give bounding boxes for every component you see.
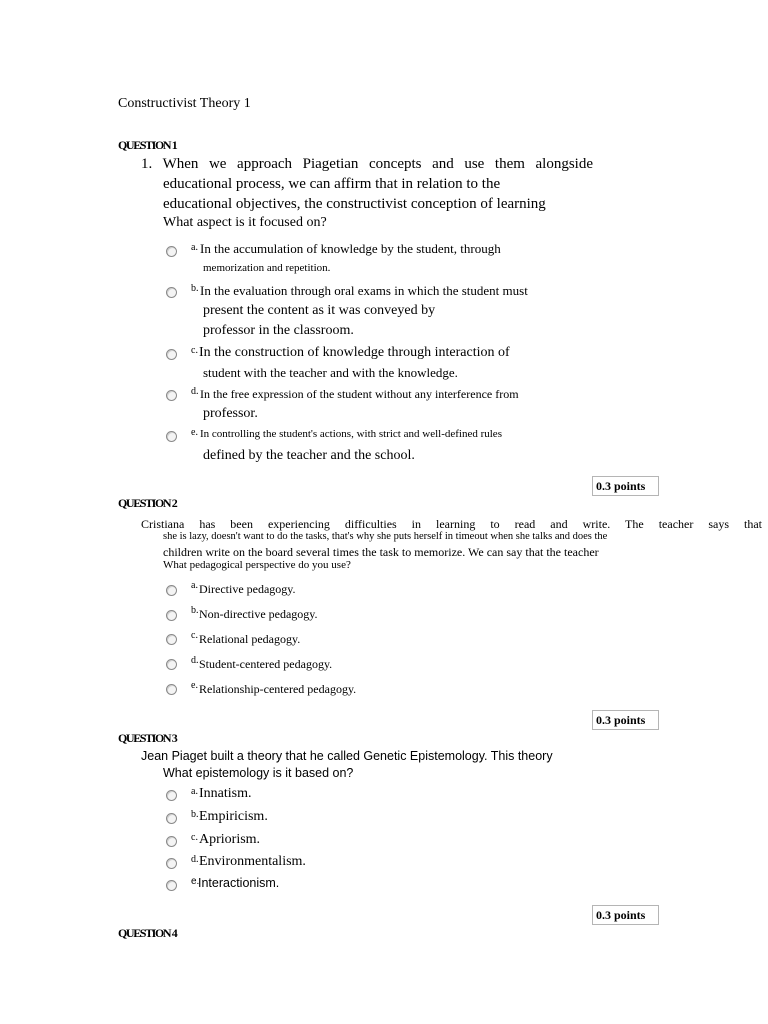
question-1-option-a-text[interactable]: In the accumulation of knowledge by the student, through <box>200 241 501 256</box>
question-1-points-badge: 0.3 points <box>592 476 659 496</box>
question-3-option-a-radio[interactable] <box>166 790 177 801</box>
question-1-option-a-radio[interactable] <box>166 246 177 257</box>
question-1-option-c-radio[interactable] <box>166 349 177 360</box>
question-2-text-line-4: What pedagogical perspective do you use? <box>163 559 351 571</box>
question-3-option-e-letter: e. <box>191 876 200 887</box>
question-1-option-e-text-line-2: defined by the teacher and the school. <box>203 448 415 463</box>
question-3-points-badge: 0.3 points <box>592 905 659 925</box>
question-2-option-c-text[interactable]: Relational pedagogy. <box>199 632 301 646</box>
question-1-option-d-text-line-2: professor. <box>203 406 258 421</box>
question-3-option-b-text[interactable]: Empiricism. <box>199 809 268 824</box>
question-2-label: QUESTION 2 <box>118 496 177 510</box>
question-2-option-a-radio[interactable] <box>166 585 177 596</box>
question-2-option-e-letter: e. <box>191 680 198 691</box>
question-3-option-a-text[interactable]: Innatism. <box>199 786 252 801</box>
question-1-option-a-text-line-2: memorization and repetition. <box>203 262 331 274</box>
question-2-option-c-letter: c. <box>191 630 198 641</box>
question-1-option-b-text-line-2: present the content as it was conveyed by <box>203 303 436 318</box>
question-3-option-e-text[interactable]: Interactionism. <box>198 876 280 890</box>
question-3-text-line-2: What epistemology is it based on? <box>163 766 354 780</box>
question-1-option-a-letter: a. <box>191 242 198 253</box>
question-1-option-c-text-line-2: student with the teacher and with the knowledge. <box>203 365 458 380</box>
question-1-option-c-letter: c. <box>191 345 198 356</box>
question-3-option-c-text[interactable]: Apriorism. <box>199 832 261 847</box>
question-2-option-b-letter: b. <box>191 605 199 616</box>
question-1-option-d-text[interactable]: In the free expression of the student without any interference from <box>200 387 519 401</box>
question-1-option-b-text-line-3: professor in the classroom. <box>203 323 354 338</box>
question-3-option-a-letter: a. <box>191 786 198 797</box>
question-1-label: QUESTION 1 <box>118 138 177 152</box>
question-3-option-d-radio[interactable] <box>166 858 177 869</box>
question-2-text-line-3: children write on the board several times the task to memorize. We can say that the teacher <box>163 545 599 559</box>
question-1-option-d-radio[interactable] <box>166 390 177 401</box>
question-1-option-e-radio[interactable] <box>166 431 177 442</box>
question-2-option-a-text[interactable]: Directive pedagogy. <box>199 582 296 596</box>
question-2-text-line-1: Cristiana has been experiencing difficulties in learning to read and write. The teacher says that <box>141 517 762 531</box>
question-1-text-line-3: educational objectives, the constructivist conception of learning <box>163 196 546 212</box>
question-3-option-b-radio[interactable] <box>166 813 177 824</box>
question-2-option-c-radio[interactable] <box>166 634 177 645</box>
question-3-option-e-radio[interactable] <box>166 880 177 891</box>
question-2-option-d-radio[interactable] <box>166 659 177 670</box>
question-2-option-b-text[interactable]: Non-directive pedagogy. <box>199 607 318 621</box>
question-1-text-line-2: educational process, we can affirm that in relation to the <box>163 176 501 192</box>
question-2-option-d-text[interactable]: Student-centered pedagogy. <box>199 657 333 671</box>
question-1-option-b-text[interactable]: In the evaluation through oral exams in which the student must <box>200 283 528 298</box>
question-1-option-b-letter: b. <box>191 283 199 294</box>
question-3-option-c-radio[interactable] <box>166 836 177 847</box>
question-2-option-e-text[interactable]: Relationship-centered pedagogy. <box>199 682 357 696</box>
question-3-option-d-text[interactable]: Environmentalism. <box>199 854 306 869</box>
question-3-text-line-1: Jean Piaget built a theory that he called Genetic Epistemology. This theory <box>141 749 553 763</box>
question-1-text-line-1: 1. When we approach Piagetian concepts and use them alongside <box>141 156 593 172</box>
question-1-text-line-4: What aspect is it focused on? <box>163 215 327 230</box>
document-title: Constructivist Theory 1 <box>118 96 251 111</box>
question-2-points-badge: 0.3 points <box>592 710 659 730</box>
question-2-option-b-radio[interactable] <box>166 610 177 621</box>
question-1-option-b-radio[interactable] <box>166 287 177 298</box>
question-2-option-d-letter: d. <box>191 655 199 666</box>
question-1-option-d-letter: d. <box>191 386 199 397</box>
question-1-option-e-letter: e. <box>191 427 198 438</box>
question-2-text-line-2: she is lazy, doesn't want to do the tasks, that's why she puts herself in timeout when she talks and does the <box>163 531 608 542</box>
question-3-option-b-letter: b. <box>191 809 199 820</box>
question-3-option-d-letter: d. <box>191 854 199 865</box>
question-1-option-c-text[interactable]: In the construction of knowledge through interaction of <box>199 345 510 360</box>
question-2-option-a-letter: a. <box>191 580 198 591</box>
question-3-label: QUESTION 3 <box>118 731 177 745</box>
question-1-option-e-text[interactable]: In controlling the student's actions, with strict and well-defined rules <box>200 428 502 440</box>
question-2-option-e-radio[interactable] <box>166 684 177 695</box>
question-3-option-c-letter: c. <box>191 832 198 843</box>
question-4-label: QUESTION 4 <box>118 926 177 940</box>
